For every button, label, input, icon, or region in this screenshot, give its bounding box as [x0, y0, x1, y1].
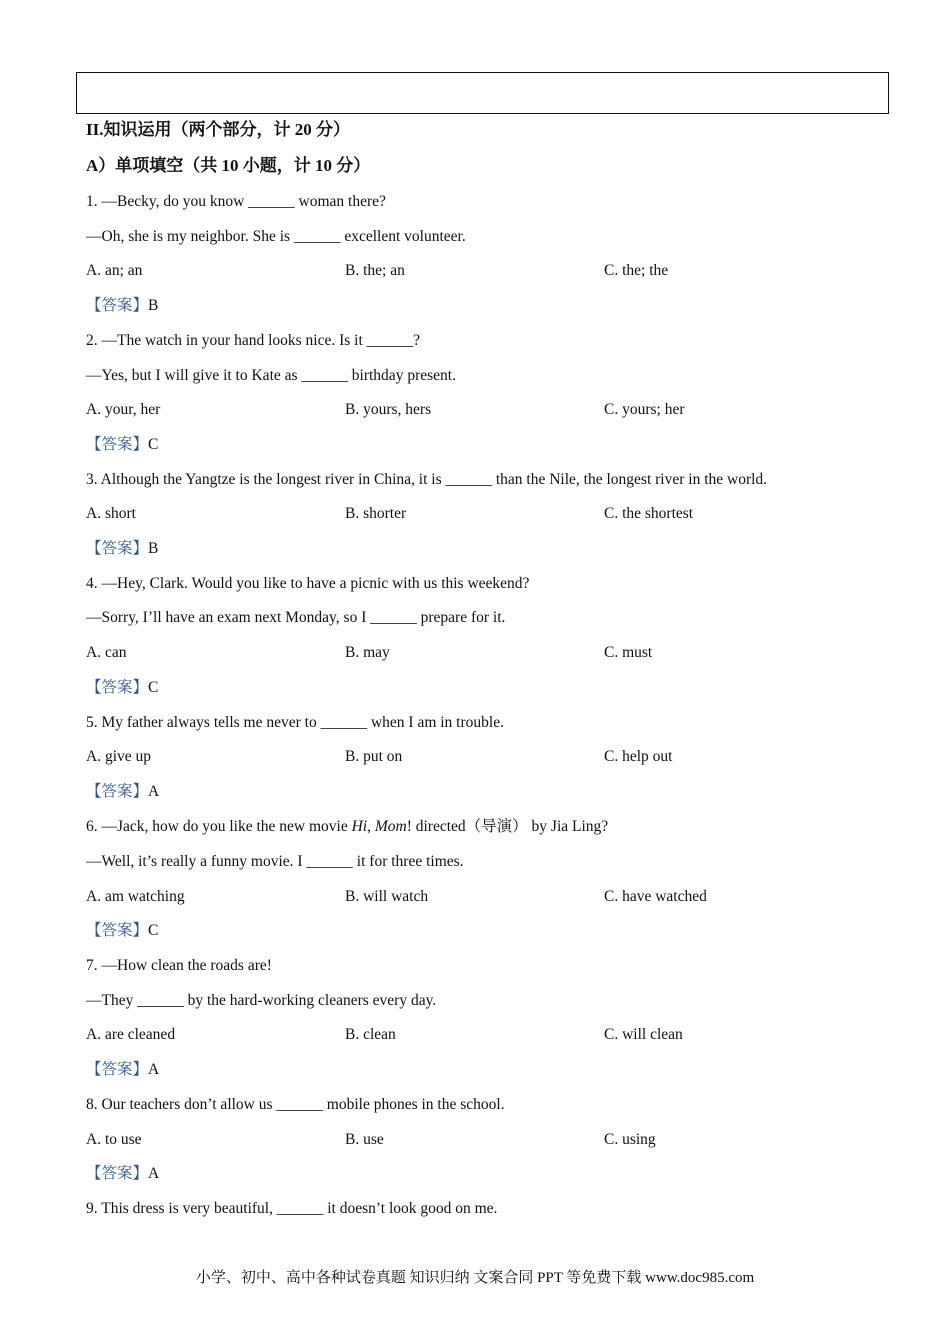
answer-value: C: [148, 922, 159, 939]
q8-option-b: B. use: [345, 1131, 384, 1148]
header-box: [76, 72, 889, 114]
q7-option-a: A. are cleaned: [86, 1026, 176, 1043]
q5-answer: [86, 782, 159, 802]
answer-label: 【答案】: [86, 1165, 149, 1182]
q6-option-c: C. have watched: [604, 888, 707, 905]
q4-option-b: B. may: [345, 644, 390, 661]
movie-title-mom: Mom: [374, 818, 407, 835]
answer-label: 【答案】: [86, 1061, 149, 1078]
q4-option-a: A. can: [86, 644, 127, 661]
q5-option-c: C. help out: [604, 748, 673, 765]
answer-value: C: [148, 679, 159, 696]
q5-option-b: B. put on: [345, 748, 403, 765]
answer-label: 【答案】: [86, 297, 149, 314]
question-2-line-2: —Yes, but I will give it to Kate as ______ birthday present.: [86, 367, 456, 384]
q6-option-b: B. will watch: [345, 888, 429, 905]
question-4-line-1: 4. —Hey, Clark. Would you like to have a picnic with us this weekend?: [86, 575, 530, 592]
q3-option-b: B. shorter: [345, 505, 407, 522]
page-footer: 小学、初中、高中各种试卷真题 知识归纳 文案合同 PPT 等免费下载 www.doc985.com: [195, 1270, 755, 1286]
answer-value: A: [148, 1061, 160, 1078]
movie-title-hi: Hi: [351, 818, 368, 835]
question-8-line-1: 8. Our teachers don’t allow us ______ mobile phones in the school.: [86, 1096, 505, 1113]
answer-label: 【答案】: [86, 679, 149, 696]
question-1-line-1: 1. —Becky, do you know ______ woman there?: [86, 193, 386, 210]
q1-option-a: A. an; an: [86, 262, 143, 279]
subsection-heading: A）单项填空（共 10 小题，计 10 分）: [86, 156, 371, 175]
q3-option-a: A. short: [86, 505, 136, 522]
section-heading: II.知识运用（两个部分，计 20 分）: [86, 120, 350, 139]
q6-part-5: ! directed（导演） by Jia Ling?: [406, 818, 609, 835]
question-5-line-1: 5. My father always tells me never to ______ when I am in trouble.: [86, 714, 504, 731]
answer-label: 【答案】: [86, 922, 149, 939]
question-1-line-2: —Oh, she is my neighbor. She is ______ excellent volunteer.: [86, 228, 466, 245]
question-9-line-1: 9. This dress is very beautiful, ______ it doesn’t look good on me.: [86, 1200, 498, 1217]
q2-option-c: C. yours; her: [604, 401, 685, 418]
answer-value: B: [148, 297, 159, 314]
question-4-line-2: —Sorry, I’ll have an exam next Monday, so I ______ prepare for it.: [86, 609, 506, 626]
question-6-line-1: [86, 817, 608, 837]
q3-option-c: C. the shortest: [604, 505, 694, 522]
q8-answer: [86, 1164, 159, 1184]
answer-label: 【答案】: [86, 783, 149, 800]
q5-option-a: A. give up: [86, 748, 152, 765]
q6-answer: [86, 921, 158, 941]
q2-option-a: A. your, her: [86, 401, 161, 418]
q1-answer: [86, 296, 158, 316]
q3-answer: [86, 539, 158, 559]
question-6-line-2: —Well, it’s really a funny movie. I ______ it for three times.: [86, 853, 464, 870]
answer-value: A: [148, 1165, 160, 1182]
answer-label: 【答案】: [86, 540, 149, 557]
q7-answer: [86, 1060, 159, 1080]
answer-value: C: [148, 436, 159, 453]
q8-option-c: C. using: [604, 1131, 656, 1148]
q4-answer: [86, 678, 158, 698]
q6-option-a: A. am watching: [86, 888, 185, 905]
q7-option-c: C. will clean: [604, 1026, 683, 1043]
q2-option-b: B. yours, hers: [345, 401, 432, 418]
question-3-line-1: 3. Although the Yangtze is the longest river in China, it is ______ than the Nile, the longest river in the world.: [86, 471, 768, 488]
answer-label: 【答案】: [86, 436, 149, 453]
q6-part-1: 6. —Jack, how do you like the new movie: [86, 818, 352, 835]
answer-value: A: [148, 783, 160, 800]
q6-part-3: ,: [367, 818, 375, 835]
question-2-line-1: 2. —The watch in your hand looks nice. Is it ______?: [86, 332, 421, 349]
answer-value: B: [148, 540, 159, 557]
q7-option-b: B. clean: [345, 1026, 396, 1043]
q1-option-b: B. the; an: [345, 262, 405, 279]
question-7-line-1: 7. —How clean the roads are!: [86, 957, 272, 974]
q1-option-c: C. the; the: [604, 262, 669, 279]
q8-option-a: A. to use: [86, 1131, 142, 1148]
q4-option-c: C. must: [604, 644, 653, 661]
q2-answer: [86, 435, 158, 455]
question-7-line-2: —They ______ by the hard-working cleaners every day.: [86, 992, 437, 1009]
